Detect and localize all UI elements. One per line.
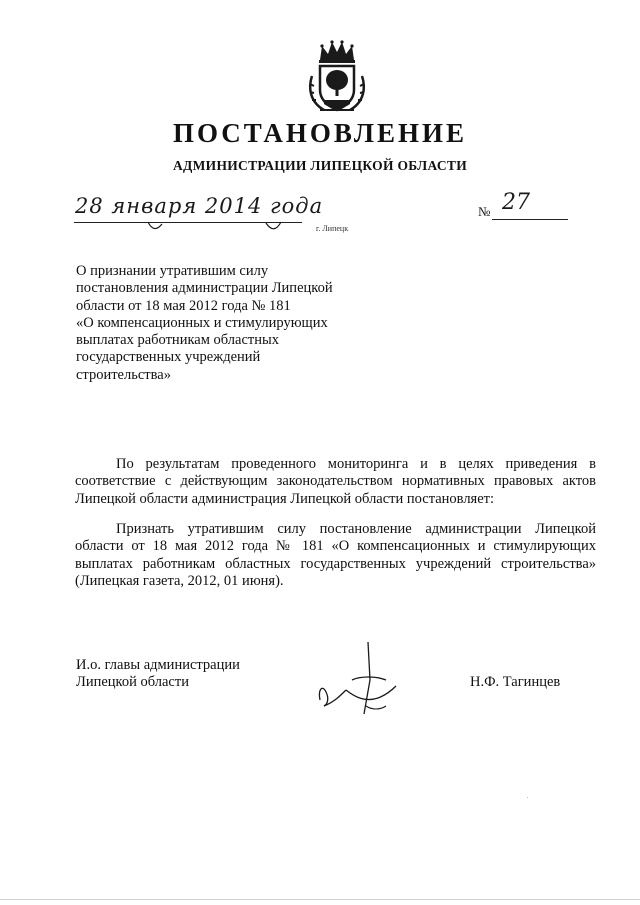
coat-of-arms-emblem	[306, 40, 368, 114]
subject-line: области от 18 мая 2012 года № 181	[76, 297, 291, 314]
document-subject	[76, 263, 376, 384]
document-title: ПОСТАНОВЛЕНИЕ	[172, 118, 468, 148]
handwriting-stroke	[264, 220, 284, 236]
signatory-position	[76, 657, 240, 691]
subject-line: О признании утратившим силу	[76, 263, 269, 279]
subject-line: постановления администрации Липецкой	[76, 280, 333, 297]
handwritten-number: 27	[502, 190, 530, 215]
signatory-position-line: Липецкой области	[76, 674, 189, 690]
signatory-position-line: И.о. главы администрации	[76, 657, 240, 673]
subject-line: «О компенсационных и стимулирующих	[76, 314, 328, 331]
subject-line: государственных учреждений	[76, 349, 261, 366]
body-paragraph-resolution: Признать утратившим силу постановление администрации Липецкой области от 18 мая 2012 года № 181 «О компенсационных и стимулирующих выплатах работникам областных государственных учреждений строительства» (Липецкая газета, 2012, 01 июня).	[75, 521, 596, 589]
document-subtitle: АДМИНИСТРАЦИИ ЛИПЕЦКОЙ ОБЛАСТИ	[172, 158, 468, 173]
city-label: г. Липецк	[316, 224, 349, 233]
scan-speck	[527, 797, 528, 798]
handwritten-signature	[306, 640, 402, 722]
subject-line: строительства»	[76, 366, 171, 383]
number-underline	[492, 219, 568, 220]
number-label: №	[478, 204, 491, 219]
subject-line: выплатах работникам областных	[76, 332, 279, 349]
scan-edge-line	[0, 899, 640, 900]
signatory-name: Н.Ф. Тагинцев	[470, 674, 561, 690]
handwritten-date: 28 января 2014 года	[75, 194, 324, 218]
handwriting-stroke	[146, 220, 166, 236]
body-paragraph-preamble: По результатам проведенного мониторинга и в целях приведения в соответствие с действующим законодательством нормативных правовых актов Липецкой области администрация Липецкой области постановляет:	[75, 456, 596, 507]
